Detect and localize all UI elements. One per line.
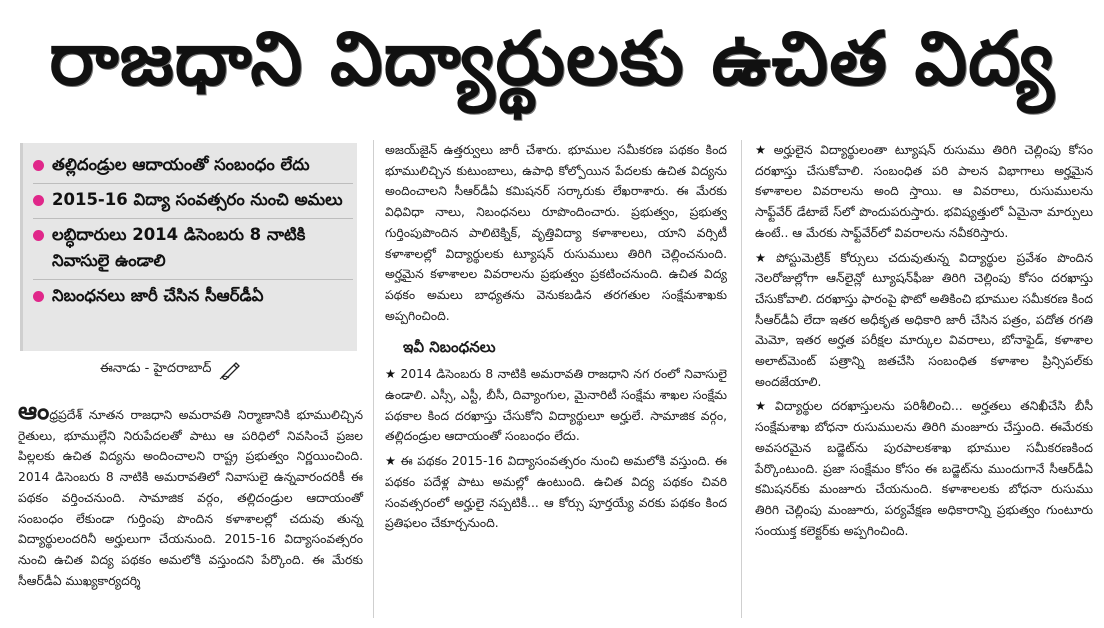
highlight-item bbox=[33, 219, 353, 280]
star-icon: ★ bbox=[755, 143, 770, 157]
highlight-text: తల్లిదండ్రుల ఆదాయంతో సంబంధం లేదు bbox=[52, 155, 310, 174]
bullet-dot-icon bbox=[33, 291, 44, 302]
highlight-text: లబ్ధిదారులు 2014 డిసెంబరు 8 నాటికి నివాసులై ఉండాలి bbox=[52, 225, 306, 270]
highlight-item bbox=[33, 280, 353, 314]
star-icon: ★ bbox=[755, 250, 773, 265]
rule-text: విద్యార్థుల దరఖాస్తులను పరిశీలించి... అర్హతలు తనిఖీచేసి బీసీ సంక్షేమశాఖ బోధనా రుసుములను తిరిగి మంజూరు చేస్తుంది. ఈమేరకు అవసరమైన బడ్జెట్‌ను పురపాలకశాఖ భూముల సమీకరణకింద పేర్కొంటుంది. ప్రజా సంక్షేమం కోసం ఈ బడ్జెట్‌ను ముందుగానే సీఆర్‌డీఏ కమిషనర్‌కు మంజూరు చేయనుంది. కళాశాలలకు బోధనా రుసుము తిరిగి చెల్లింపు మంజూరు, పర్యవేక్షణ అధికారాన్ని ప్రభుత్వం గుంటూరు సంయుక్త కలెక్టర్‌కు అప్పగించింది. bbox=[755, 399, 1094, 538]
article-paragraph: అజయ్‌జైన్ ఉత్తర్వులు జారీ చేశారు. భూముల సమీకరణ పథకం కింద భూములిచ్చిన కుటుంబాలు, ఉపాధి కోల్పోయిన పేదలకు ఉచిత విద్యను అందించాలని సీఆర్‌డీఏ కమిషనర్ సర్కారుకు లేఖరాశారు. ఈ మేరకు విధివిధా నాలు, నిబంధనలు రూపొందించారు. ప్రభుత్వం, ప్రభుత్వ గుర్తింపుపొందిన పాలిటెక్నిక్, వృత్తివిద్యా కళాశాలలు, యాని వర్సిటీ కళాశాలల్లో విద్యార్థులకు ట్యూషన్ రుసుములు తిరిగి చెల్లించనుంది. అర్హమైన కళాశాలల వివరాలను ప్రభుత్వం ప్రకటించనుంది. ఉచిత విద్య పథకం అమలు బాధ్యతను వెనుకబడిన తరగతుల సంక్షేమశాఖకు అప్పగించింది. bbox=[385, 143, 727, 323]
bullet-dot-icon bbox=[33, 195, 44, 206]
rule-text: 2014 డిసెంబరు 8 నాటికి అమరావతి రాజధాని నగ రంలో నివాసులై ఉండాలి. ఎస్సీ, ఎస్టీ, బీసీ, దివ్యాంగుల, మైనారిటీ సంక్షేమ శాఖల సంక్షేమ పథకాల కింద దరఖాస్తు చేసుకోని విద్యార్థులూ అర్హులే. సామాజిక వర్గం, తల్లిదండ్రుల ఆదాయంతో సంబంధం లేదు. bbox=[385, 367, 727, 444]
highlight-text: 2015-16 విద్యా సంవత్సరం నుంచి అమలు bbox=[52, 190, 343, 209]
article-paragraph bbox=[18, 397, 363, 591]
rule-text: ఈ పథకం 2015-16 విద్యాసంవత్సరం నుంచి అమలోకి వస్తుంది. ఈ పథకం పదేళ్ల పాటు అమల్లో ఉంటుంది. ఉచిత విద్య పథకం చివరి సంవత్సరంలో అర్హులై నప్పటికీ... ఆ కోర్సు పూర్తయ్యే వరకు పథకం కింద ప్రతిఫలం చేకూర్చనుంది. bbox=[385, 454, 727, 531]
rule-item bbox=[755, 140, 1093, 244]
headline: రాజధాని విద్యార్థులకు ఉచిత విద్య bbox=[49, 16, 1055, 102]
star-icon: ★ bbox=[755, 399, 772, 414]
bullet-dot-icon bbox=[33, 230, 44, 241]
byline-text: ఈనాడు - హైదరాబాద్ bbox=[100, 361, 212, 376]
highlight-text: నిబంధనలు జారీ చేసిన సీఆర్‌డీఏ bbox=[52, 286, 264, 305]
star-icon: ★ bbox=[385, 367, 397, 382]
column-divider bbox=[741, 140, 742, 618]
highlight-item bbox=[33, 149, 353, 184]
rule-text: అర్హులైన విద్యార్థులంతా ట్యూషన్ రుసుము తిరిగి చెల్లింపు కోసం దరఖాస్తు చేసుకోవాలి. సంబంధిత పరి పాలన విభాగాలు అర్హమైన కళాశాలల వివరాలను అంది స్తాయి. ఆ వివరాలు, రుసుములను సాఫ్ట్‌వేర్ డేటాబే స్‌లో పొందుపరుస్తారు. భవిష్యత్తులో ఏమైనా మార్పులు ఉంటే.. ఆ మేరకు సాఫ్ట్‌వేర్‌లో వివరాలను నవీకరిస్తారు. bbox=[755, 143, 1093, 240]
pen-icon bbox=[219, 360, 241, 380]
rule-item bbox=[385, 364, 727, 447]
highlights-box bbox=[20, 143, 357, 351]
bullet-dot-icon bbox=[33, 160, 44, 171]
star-icon: ★ bbox=[385, 454, 397, 469]
article-column-3 bbox=[755, 140, 1093, 545]
rule-item bbox=[755, 396, 1093, 541]
article-column-2 bbox=[385, 140, 727, 538]
dropcap: ఆం bbox=[18, 397, 50, 425]
rule-item bbox=[755, 248, 1093, 393]
rule-text: పోస్టుమెట్రిక్ కోర్సులు చదువుతున్న విద్యార్థుల ప్రవేశం పొందిన నెలరోజుల్లోగా ఆన్‌లైన్లో ట్యూషన్‌ఫీజు తిరిగి చెల్లింపు కోసం దరఖాస్తు చేసుకోవాలి. దరఖాస్తు ఫారంపై ఫొటో అతికించి భూముల సమీకరణ కింద సీఆర్‌డీఏ లేదా ఇతర అధీకృత అధికారి జారీ చేసిన పత్రం, పదోత రగతి మెమో, ఇతర అర్హత పరీక్షల మార్కుల వివరాలు, బోనాఫైడ్, కళాశాల అలాట్‌మెంట్ పత్రాన్ని జతచేసి సంబంధిత కళాశాల ప్రిన్సిపల్‌కు అందజేయాలి. bbox=[755, 250, 1093, 389]
paragraph-text: ధ్రప్రదేశ్ నూతన రాజధాని అమరావతి నిర్మాణానికి భూములిచ్చిన రైతులు, భూముల్లేని నిరుపేదలతో పాటు ఆ పరిధిలో నివసించే ప్రజల పిల్లలకు ఉచిత విద్యను అందించాలని రాష్ట్ర ప్రభుత్వం నిర్ణయించింది. 2014 డిసెంబరు 8 నాటికి అమరావతిలో నివాసులై ఉన్నవారందరికీ ఈ పథకం వర్తించనుంది. సామాజిక వర్గం, తల్లిదండ్రుల ఆదాయంతో సంబంధం లేకుండా గుర్తింపు పొందిన కళాశాలల్లో చదువు తున్న విద్యార్థులందరినీ అర్హులుగా చేయనుంది. 2015-16 విద్యాసంవత్సరం నుంచి ఉచిత విద్య పథకం అమలోకి వస్తుందని పేర్కొంది. ఈ మేరకు సీఆర్‌డీఏ ముఖ్యకార్యదర్శి bbox=[18, 408, 363, 588]
column-divider bbox=[373, 140, 374, 618]
article-column-1 bbox=[18, 397, 363, 591]
rules-subheading: ఇవీ నిబంధనలు bbox=[403, 338, 496, 357]
byline bbox=[100, 358, 320, 382]
highlight-item bbox=[33, 184, 353, 219]
rule-item bbox=[385, 451, 727, 534]
